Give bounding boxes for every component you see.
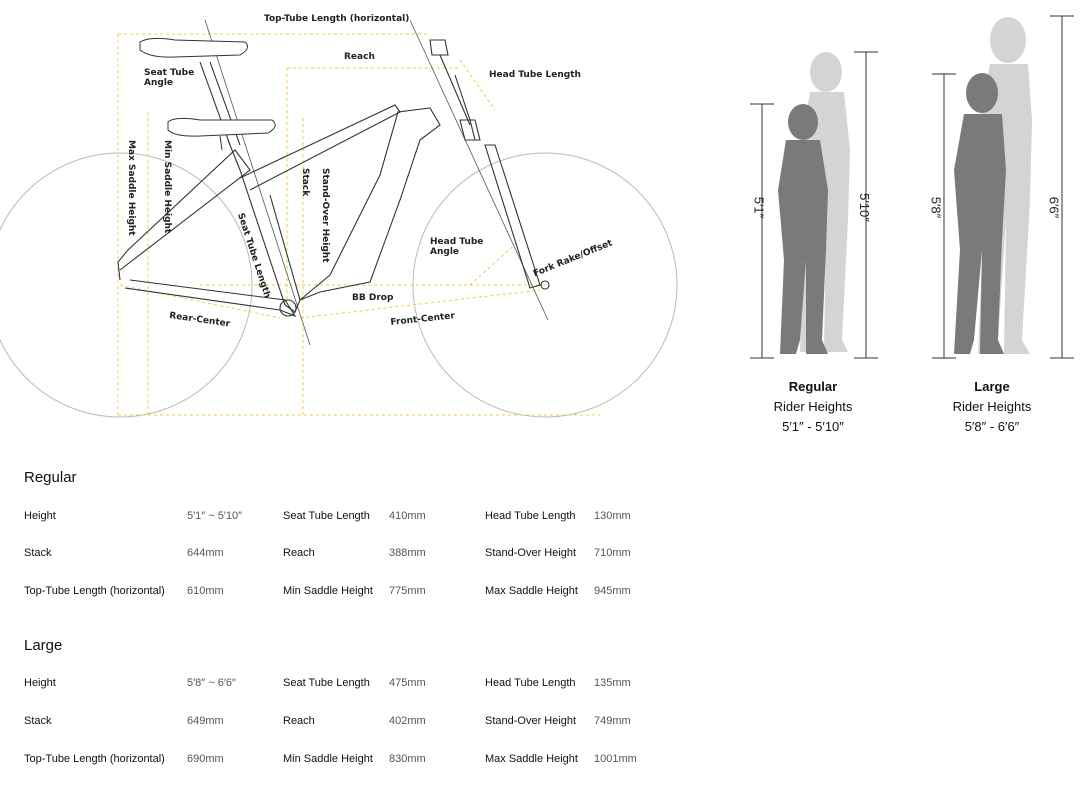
spec-value: 5′8″ ~ 6′6″ (187, 677, 236, 689)
spec-value: 644mm (187, 547, 224, 559)
large-max-height-label: 6′6″ (1046, 196, 1062, 219)
label-front-center: Front-Center (390, 311, 456, 328)
spec-value: 610mm (187, 585, 224, 597)
label-seat-tube-length: Seat Tube Length (235, 211, 272, 300)
spec-label: Reach (283, 547, 315, 559)
spec-label: Stand-Over Height (485, 547, 577, 559)
spec-value: 710mm (594, 547, 631, 559)
label-fork-rake: Fork Rake/Offset (532, 238, 614, 280)
spec-label: Min Saddle Height (283, 753, 373, 765)
spec-label: Height (24, 677, 56, 689)
rider-silhouettes (740, 0, 1082, 370)
bike-drawing (0, 0, 700, 440)
label-max-saddle-height: Max Saddle Height (126, 140, 136, 236)
spec-value: 830mm (389, 753, 426, 765)
regular-rider-subtitle: Rider Heights (773, 399, 853, 414)
spec-value: 945mm (594, 585, 631, 597)
measurement-guides (118, 34, 600, 415)
large-min-height-label: 5′8″ (928, 196, 944, 219)
spec-label: Seat Tube Length (283, 677, 370, 689)
spec-value: 410mm (389, 510, 426, 522)
saddle-low (168, 118, 275, 136)
label-stack: Stack (300, 168, 310, 197)
spec-label: Stack (24, 547, 52, 559)
large-rider-range: 5′8″ - 6′6″ (964, 419, 1020, 434)
label-bb-drop: BB Drop (352, 293, 394, 303)
spec-label: Stand-Over Height (485, 715, 577, 727)
regular-max-height-label: 5′10″ (856, 193, 872, 222)
spec-value: 475mm (389, 677, 426, 689)
spec-label: Max Saddle Height (485, 753, 578, 765)
spec-value: 749mm (594, 715, 631, 727)
section-title-regular: Regular (24, 469, 77, 486)
saddle-high (140, 38, 248, 57)
label-top-tube: Top-Tube Length (horizontal) (264, 14, 410, 24)
label-stand-over-height: Stand-Over Height (320, 168, 330, 263)
large-rider-title: Large (974, 379, 1010, 394)
regular-rider-title: Regular (788, 379, 838, 394)
label-reach: Reach (344, 52, 375, 62)
spec-label: Top-Tube Length (horizontal) (24, 585, 165, 597)
bike-geometry-diagram (0, 0, 700, 440)
spec-value: 130mm (594, 510, 631, 522)
label-head-tube-angle: Head Tube Angle (430, 237, 484, 258)
large-rider-subtitle: Rider Heights (952, 399, 1032, 414)
label-head-tube-length: Head Tube Length (489, 70, 581, 80)
section-title-large: Large (24, 637, 63, 654)
regular-min-height-label: 5′1″ (751, 196, 767, 219)
spec-label: Head Tube Length (485, 510, 576, 522)
spec-label: Top-Tube Length (horizontal) (24, 753, 165, 765)
spec-value: 775mm (389, 585, 426, 597)
regular-rider-range: 5′1″ - 5′10″ (782, 419, 844, 434)
spec-label: Seat Tube Length (283, 510, 370, 522)
spec-label: Reach (283, 715, 315, 727)
rider-figures (740, 0, 1082, 440)
spec-label: Head Tube Length (485, 677, 576, 689)
spec-label: Max Saddle Height (485, 585, 578, 597)
label-rear-center: Rear-Center (168, 311, 231, 330)
spec-label: Height (24, 510, 56, 522)
spec-label: Stack (24, 715, 52, 727)
label-seat-tube-angle: Seat Tube Angle (144, 68, 195, 89)
spec-value: 402mm (389, 715, 426, 727)
spec-value: 5′1″ ~ 5′10″ (187, 510, 243, 522)
spec-value: 135mm (594, 677, 631, 689)
spec-value: 690mm (187, 753, 224, 765)
spec-value: 649mm (187, 715, 224, 727)
spec-value: 1001mm (594, 753, 637, 765)
spec-value: 388mm (389, 547, 426, 559)
label-min-saddle-height: Min Saddle Height (162, 140, 172, 234)
spec-label: Min Saddle Height (283, 585, 373, 597)
